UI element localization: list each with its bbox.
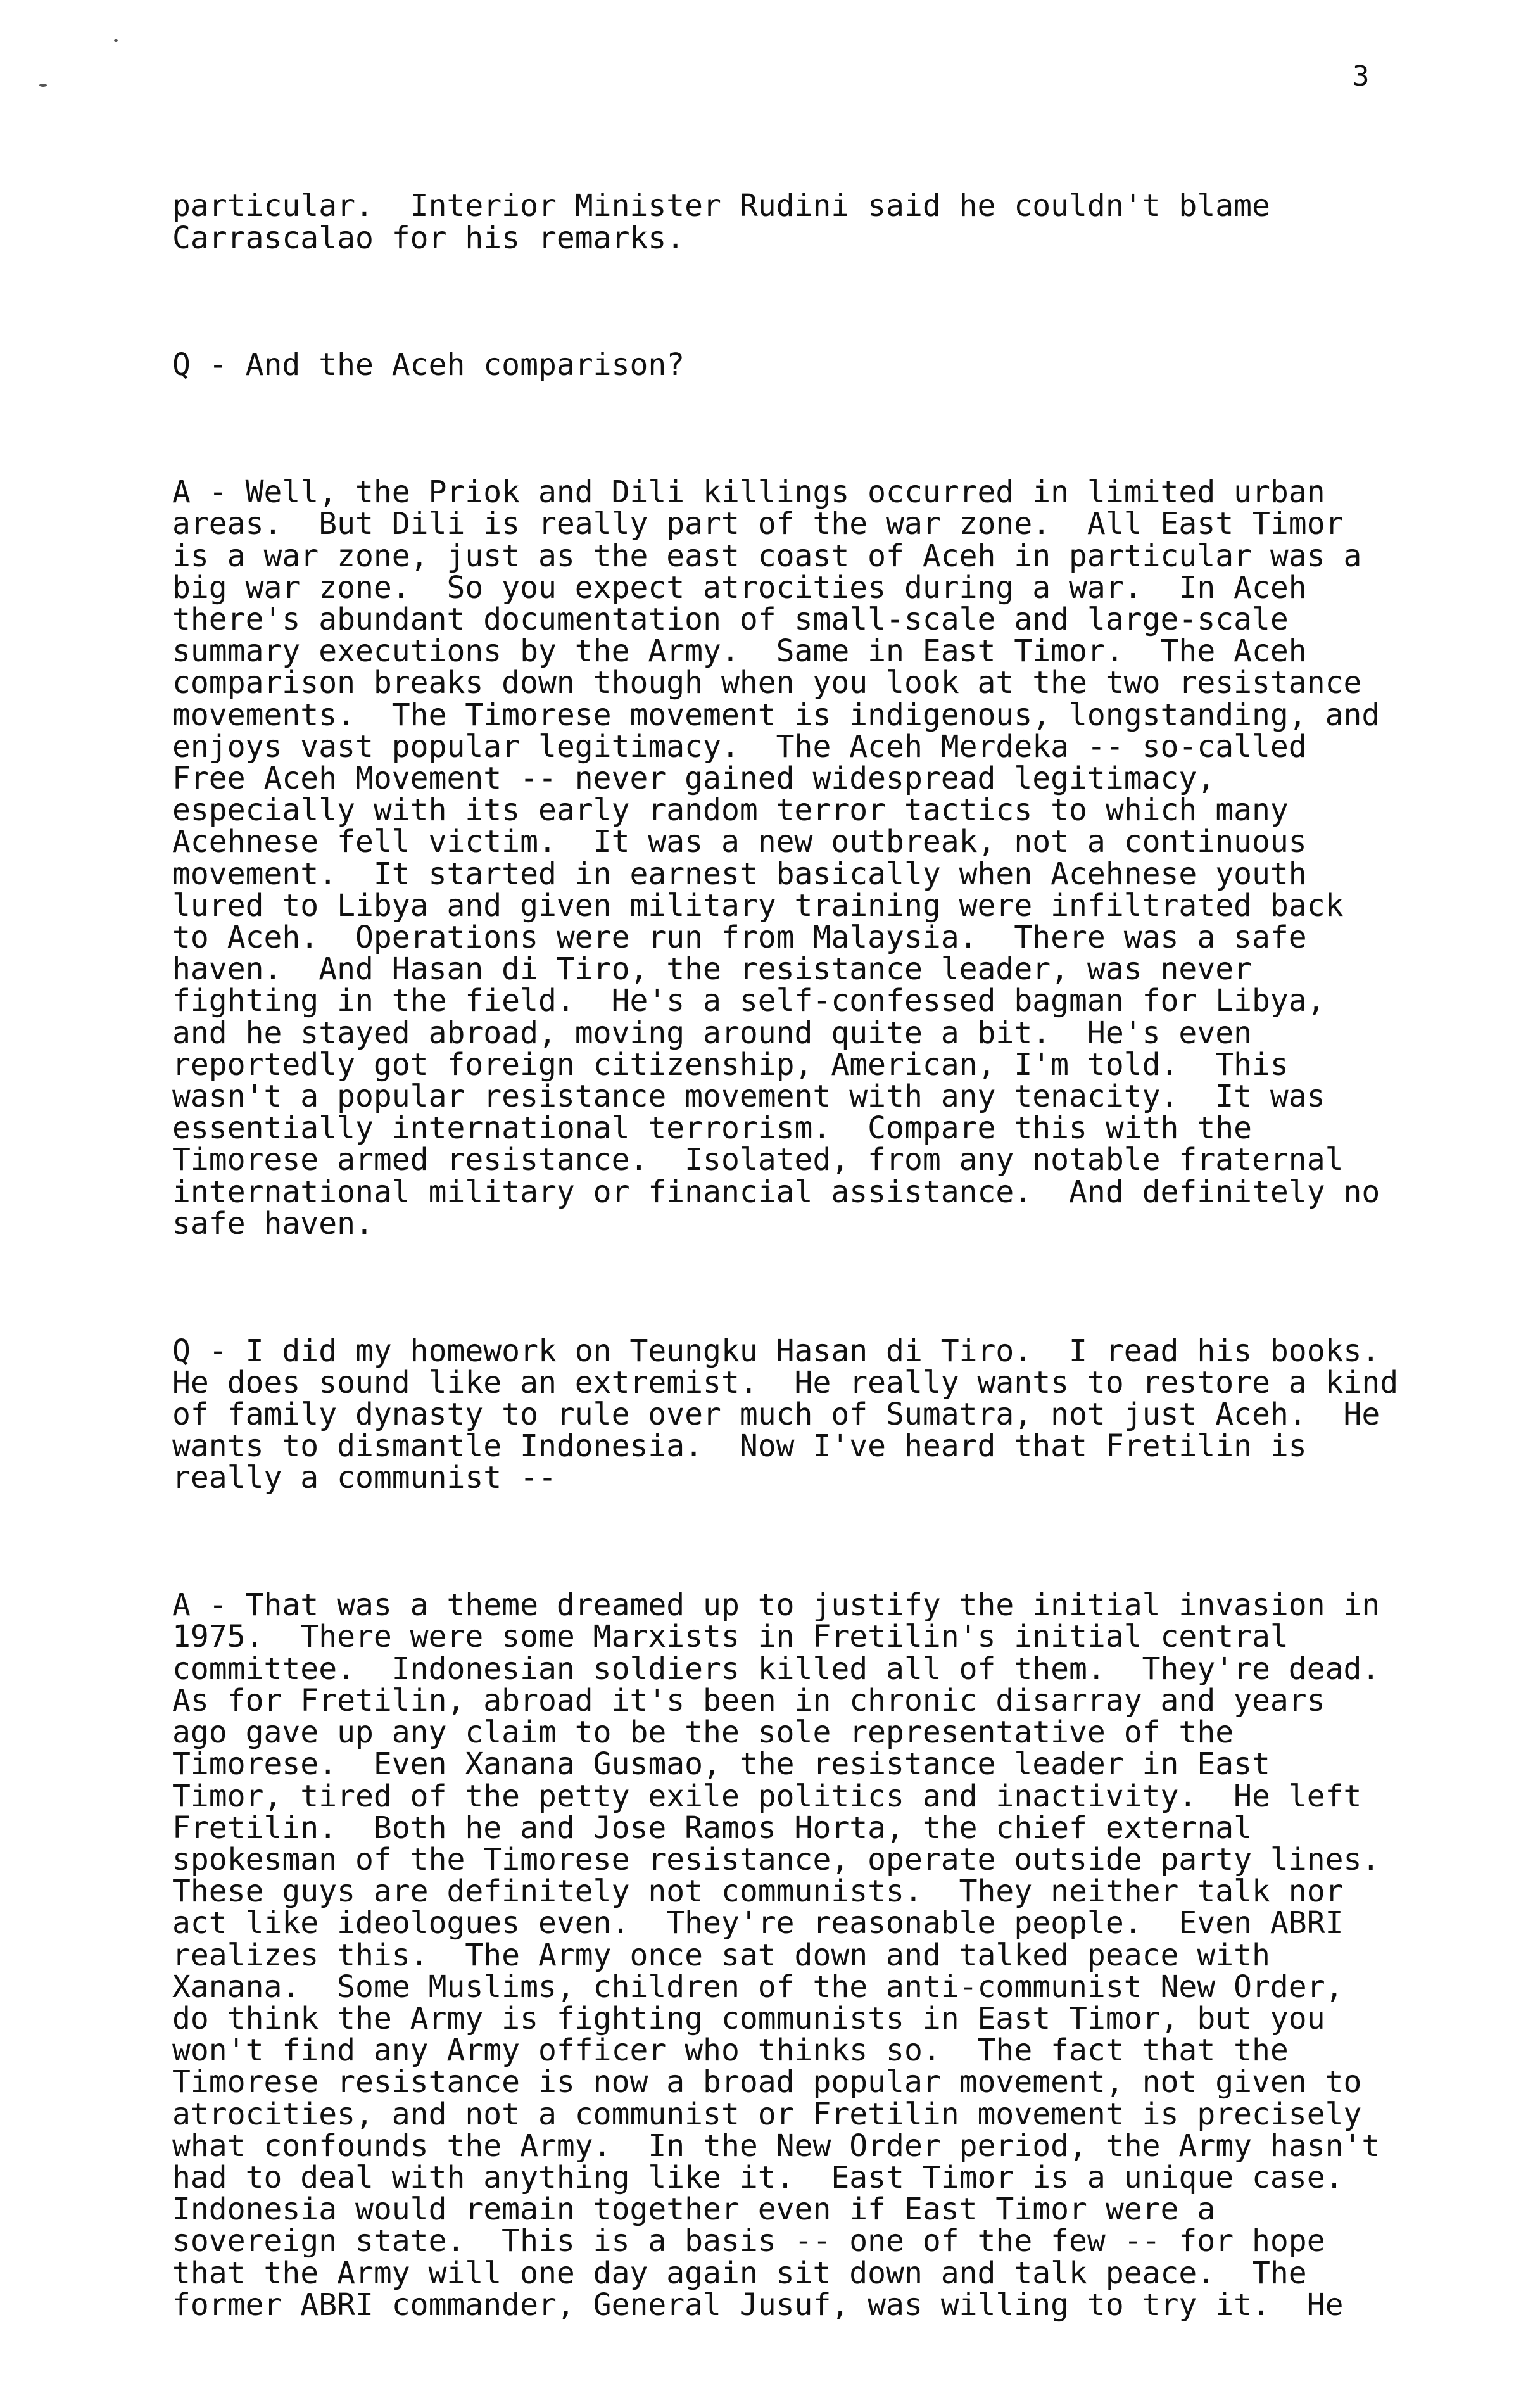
- document-body: [172, 127, 1451, 2384]
- paragraph-continuation: particular. Interior Minister Rudini said he couldn't blame Carrascalao for his remarks.: [172, 188, 1270, 256]
- paragraph-question-hasan-di-tiro: Q - I did my homework on Teungku Hasan di Tiro. I read his books. He does sound like an extremist. He really wants to restore a kind of family dynasty to rule over much of Sumatra, not just Aceh. He wants to dismantle Indonesia. Now I've heard that Fretilin is really a communist --: [172, 1333, 1399, 1496]
- paragraph-question-aceh-comparison: Q - And the Aceh comparison?: [172, 347, 685, 383]
- page-number: 3: [1353, 60, 1370, 92]
- paragraph-answer-aceh: A - Well, the Priok and Dili killings occurred in limited urban areas. But Dili is really part of the war zone. All East Timor is a war zone, just as the east coast of Aceh in particular was a big war zone. So you expect atrocities during a war. In Aceh there's abundant documentation of small-scale and large-scale summary executions by the Army. Same in East Timor. The Aceh comparison breaks down though when you look at the two resistance movements. The Timorese movement is indigenous, longstanding, and enjoys vast popular legitimacy. The Aceh Merdeka -- so-called Free Aceh Movement -- never gained widespread legitimacy, especially with its early random terror tactics to which many Acehnese fell victim. It was a new outbreak, not a continuous movement. It started in earnest basically when Acehnese youth lured to Libya and given military training were infiltrated back to Aceh. Operations were run from Malaysia. There was a safe haven. And Hasan di Tiro, the resistance leader, was never fighting in the field. He's a self-confessed bagman for Libya, and he stayed abroad, moving around quite a bit. He's even reportedly got foreign citizenship, American, I'm told. This wasn't a popular resistance movement with any tenacity. It was essentially international terrorism. Compare this with the Timorese armed resistance. Isolated, from any notable fraternal international military or financial assistance. And definitely no safe haven.: [172, 474, 1380, 1241]
- paragraph-answer-fretilin: A - That was a theme dreamed up to justify the initial invasion in 1975. There were some Marxists in Fretilin's initial central committee. Indonesian soldiers killed all of them. They're dead. As for Fretilin, abroad it's been in chronic disarray and years ago gave up any claim to be the sole representative of the Timorese. Even Xanana Gusmao, the resistance leader in East Timor, tired of the petty exile politics and inactivity. He left Fretilin. Both he and Jose Ramos Horta, the chief external spokesman of the Timorese resistance, operate outside party lines. These guys are definitely not communists. They neither talk nor act like ideologues even. They're reasonable people. Even ABRI realizes this. The Army once sat down and talked peace with Xanana. Some Muslims, children of the anti-communist New Order, do think the Army is fighting communists in East Timor, but you won't find any Army officer who thinks so. The fact that the Timorese resistance is now a broad popular movement, not given to atrocities, and not a communist or Fretilin movement is precisely what confounds the Army. In the New Order period, the Army hasn't had to deal with anything like it. East Timor is a unique case. Indonesia would remain together even if East Timor were a sovereign state. This is a basis -- one of the few -- for hope that the Army will one day again sit down and talk peace. The former ABRI commander, General Jusuf, was willing to try it. He: [172, 1587, 1380, 2323]
- scan-speck: [114, 39, 118, 42]
- scan-speck: [39, 84, 47, 87]
